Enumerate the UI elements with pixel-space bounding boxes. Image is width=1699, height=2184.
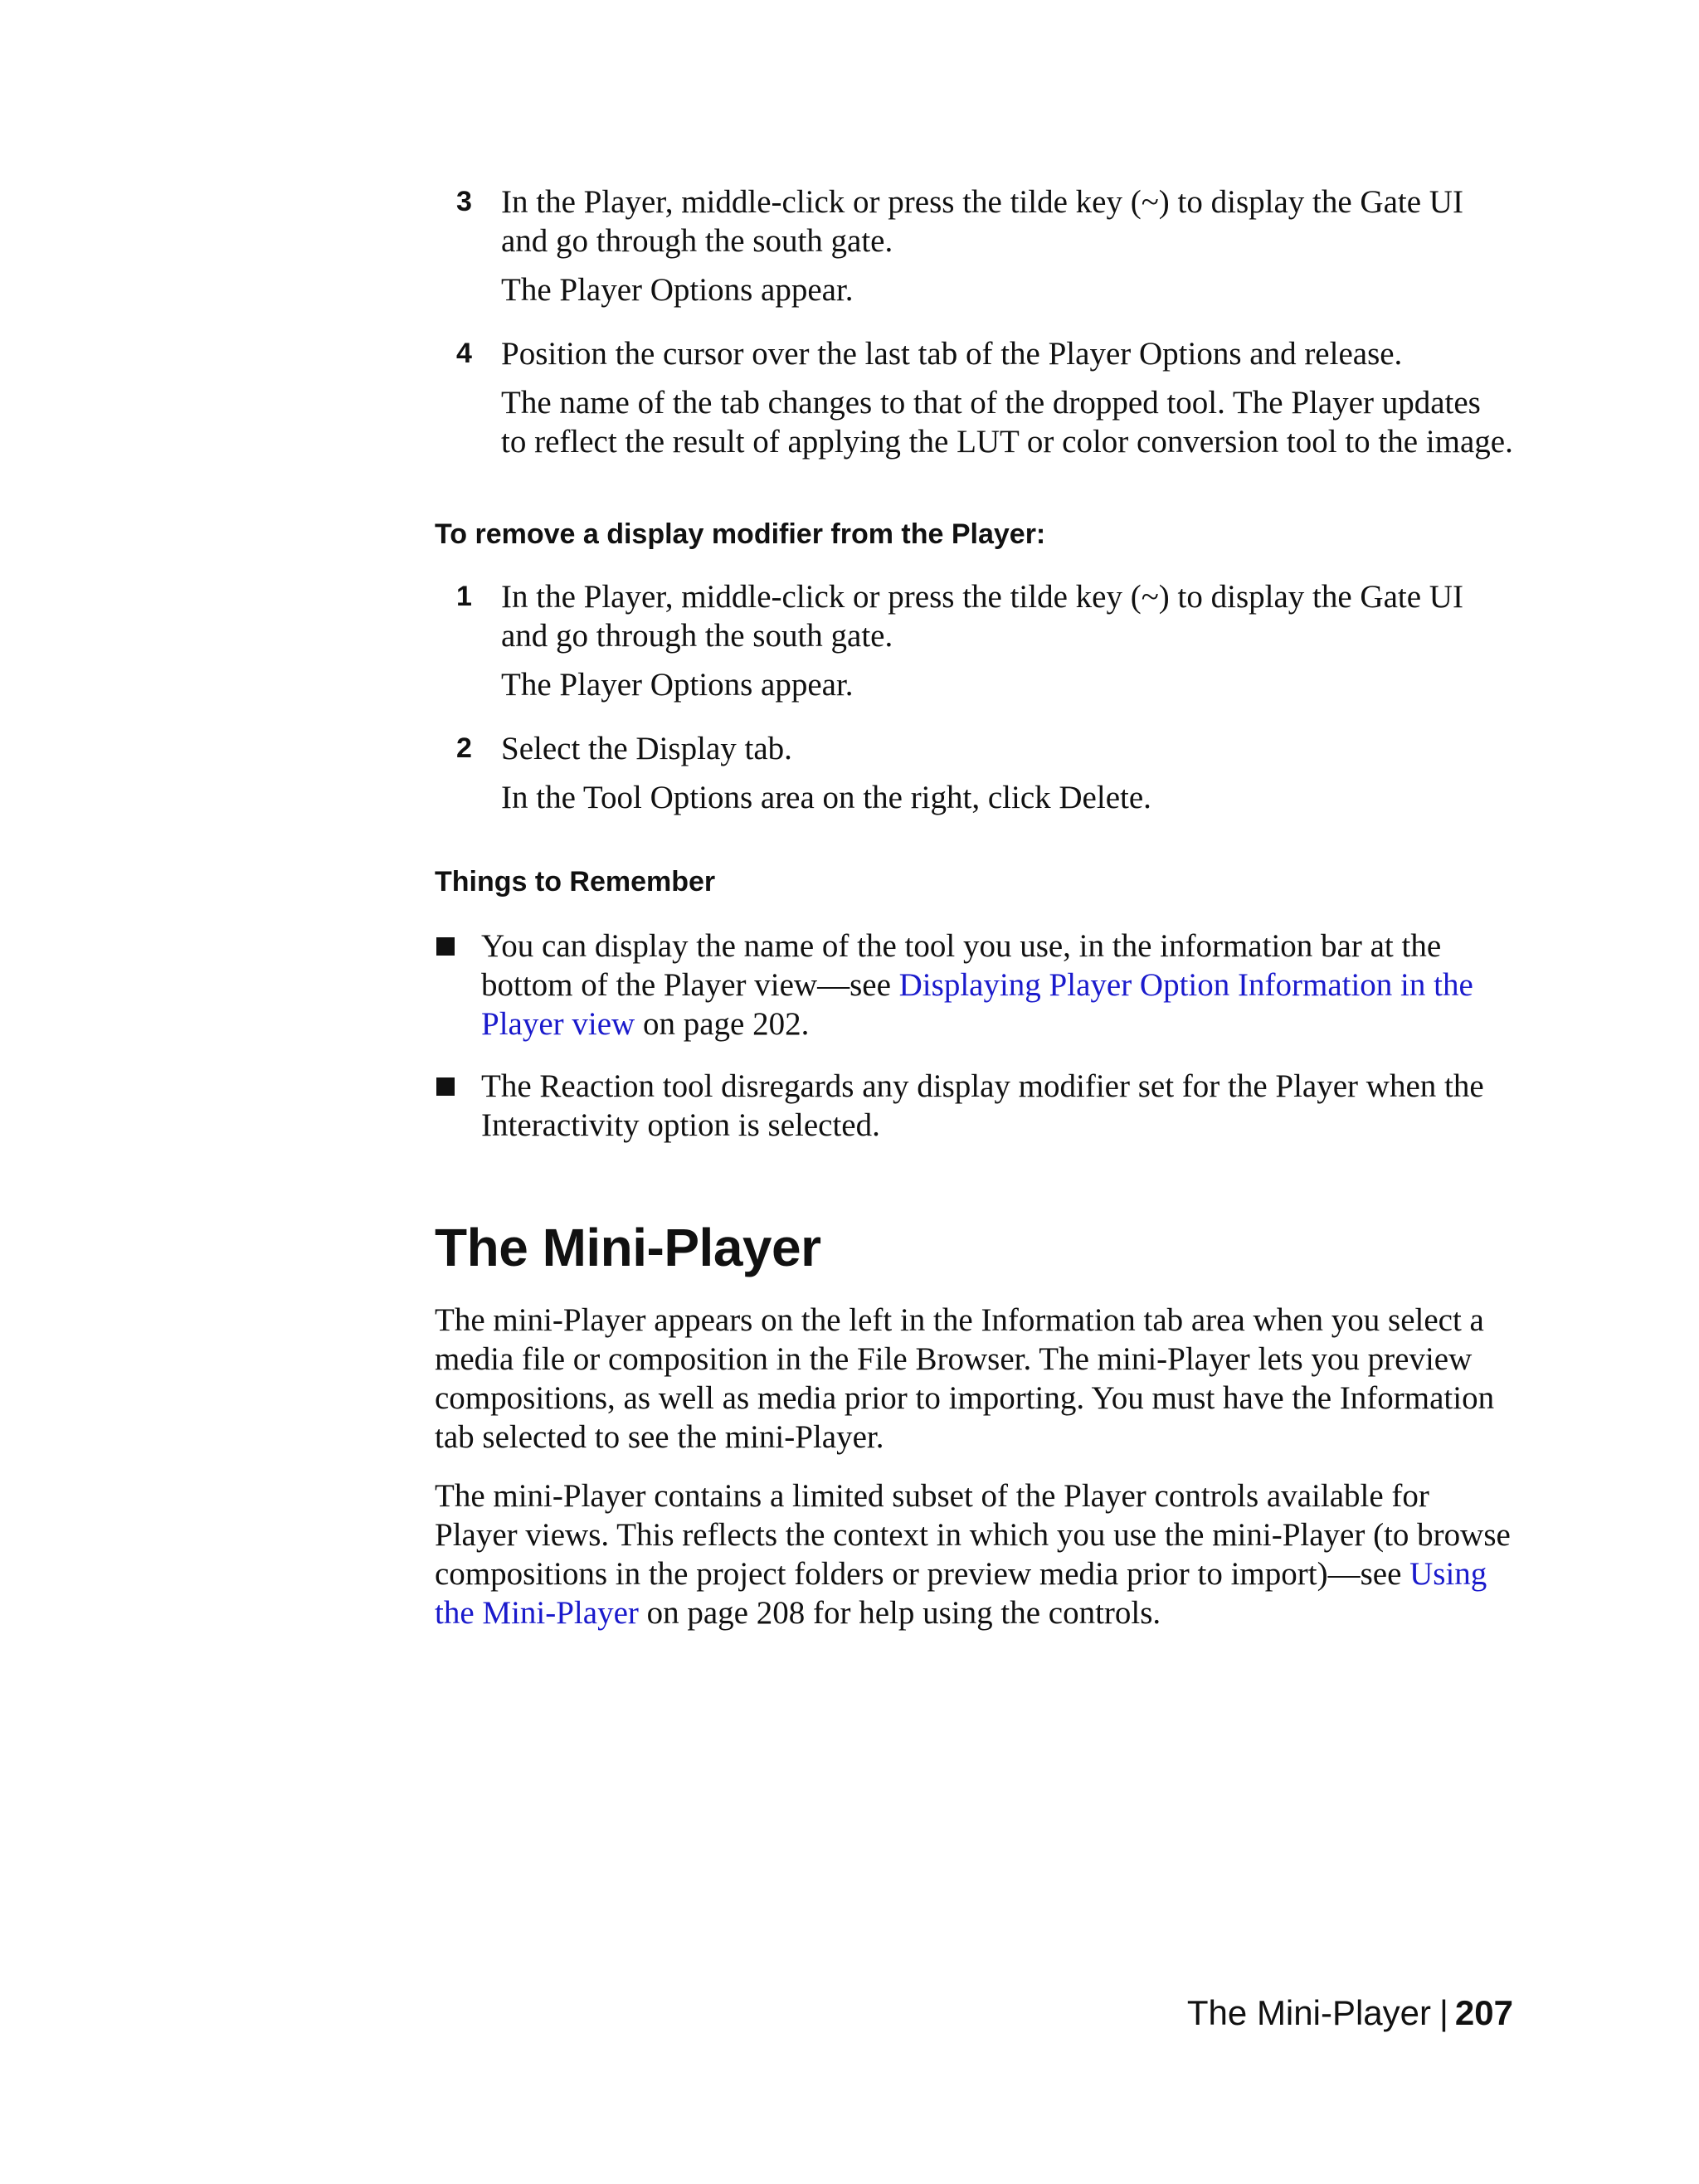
step-number: 1 bbox=[456, 581, 472, 612]
bullet-text: You can display the name of the tool you use, in the information bar at the bottom of the Player view—see bbox=[481, 928, 1442, 1003]
square-bullet-icon bbox=[436, 1077, 455, 1096]
step-number: 2 bbox=[456, 732, 472, 764]
step-3 bbox=[435, 182, 1513, 309]
bullet-item bbox=[435, 1067, 1513, 1145]
paragraph-text: The mini-Player contains a limited subset of the Player controls available for Player views. This reflects the context in which you use the mini-Player (to browse compositions in the project folders or preview media prior to import)—see bbox=[435, 1478, 1511, 1592]
page-content bbox=[435, 174, 1513, 1632]
bullet-text: The Reaction tool disregards any display modifier set for the Player when the Interactivity option is selected. bbox=[481, 1068, 1484, 1143]
step-1 bbox=[435, 577, 1513, 704]
bullet-item bbox=[435, 927, 1513, 1043]
step-instruction: In the Player, middle-click or press the tilde key (~) to display the Gate UI and go through the south gate. bbox=[501, 579, 1463, 654]
body-paragraph bbox=[435, 1476, 1513, 1632]
step-instruction: Position the cursor over the last tab of the Player Options and release. bbox=[501, 336, 1403, 372]
footer-separator: | bbox=[1439, 1993, 1448, 2032]
bullet-text: on page 202. bbox=[635, 1006, 810, 1042]
square-bullet-icon bbox=[436, 937, 455, 956]
step-number: 3 bbox=[456, 186, 472, 217]
footer-chapter-title: The Mini-Player bbox=[1186, 1993, 1431, 2032]
step-result: The Player Options appear. bbox=[501, 667, 854, 703]
step-result: In the Tool Options area on the right, click Delete. bbox=[501, 780, 1151, 815]
page-number: 207 bbox=[1454, 1993, 1513, 2032]
section-title: The Mini-Player bbox=[435, 1218, 821, 1277]
step-result: The Player Options appear. bbox=[501, 272, 854, 308]
cross-reference-link[interactable]: Using the Mini-Player bbox=[435, 1556, 1487, 1631]
step-number: 4 bbox=[456, 338, 472, 369]
cross-reference-link[interactable]: Displaying Player Option Information in the Player view bbox=[481, 967, 1473, 1042]
step-4 bbox=[435, 334, 1513, 461]
page-footer bbox=[1187, 1992, 1513, 2034]
body-paragraph: The mini-Player appears on the left in the Information tab area when you select a media file or composition in the File Browser. The mini-Player lets you preview compositions, as well as media prior to importing. You must have the Information tab selected to see the mini-Player. bbox=[435, 1302, 1495, 1455]
step-2 bbox=[435, 729, 1513, 817]
step-instruction: In the Player, middle-click or press the tilde key (~) to display the Gate UI and go through the south gate. bbox=[501, 184, 1463, 259]
things-to-remember-heading: Things to Remember bbox=[435, 866, 716, 897]
procedure-heading: To remove a display modifier from the Player: bbox=[435, 518, 1046, 550]
step-result: The name of the tab changes to that of the dropped tool. The Player updates to reflect the result of applying the LUT or color conversion tool to the image. bbox=[501, 385, 1513, 460]
paragraph-text: on page 208 for help using the controls. bbox=[638, 1595, 1161, 1631]
step-instruction: Select the Display tab. bbox=[501, 731, 792, 766]
